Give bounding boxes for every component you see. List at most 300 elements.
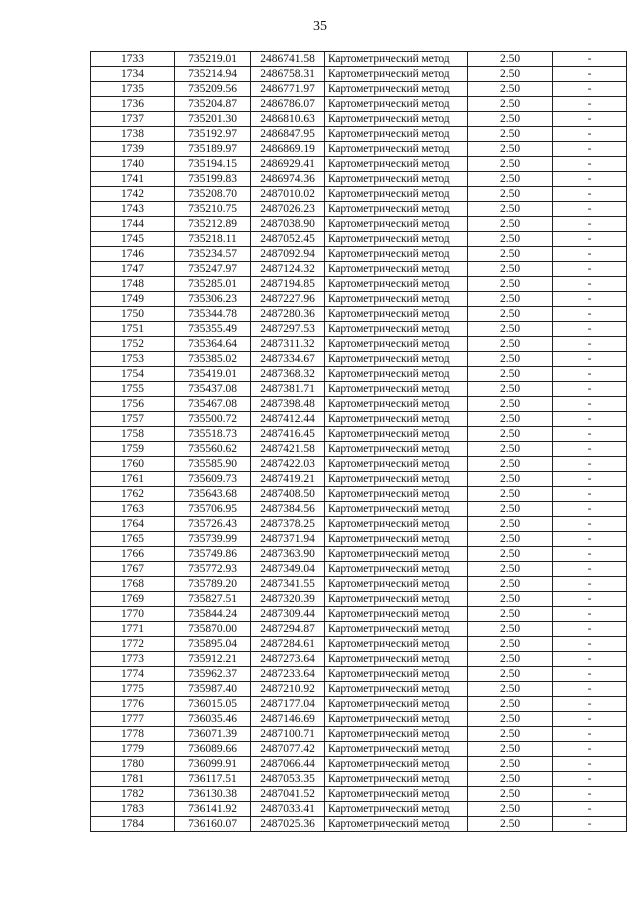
- point-number-cell: 1784: [91, 817, 175, 832]
- method-cell: Картометрический метод: [325, 667, 468, 682]
- method-cell: Картометрический метод: [325, 727, 468, 742]
- table-row: [91, 112, 627, 127]
- table-row: [91, 802, 627, 817]
- table-row: [91, 217, 627, 232]
- method-cell: Картометрический метод: [325, 67, 468, 82]
- y-coordinate-cell: 2487384.56: [251, 502, 325, 517]
- description-cell: -: [553, 742, 627, 757]
- y-coordinate-cell: 2487371.94: [251, 532, 325, 547]
- table-row: [91, 172, 627, 187]
- method-cell: Картометрический метод: [325, 352, 468, 367]
- x-coordinate-cell: 735437.08: [175, 382, 251, 397]
- description-cell: -: [553, 142, 627, 157]
- x-coordinate-cell: 735189.97: [175, 142, 251, 157]
- x-coordinate-cell: 735247.97: [175, 262, 251, 277]
- table-row: [91, 577, 627, 592]
- y-coordinate-cell: 2487227.96: [251, 292, 325, 307]
- x-coordinate-cell: 735201.30: [175, 112, 251, 127]
- y-coordinate-cell: 2487412.44: [251, 412, 325, 427]
- table-row: [91, 307, 627, 322]
- accuracy-cell: 2.50: [468, 382, 553, 397]
- y-coordinate-cell: 2487025.36: [251, 817, 325, 832]
- table-row: [91, 52, 627, 67]
- y-coordinate-cell: 2487280.36: [251, 307, 325, 322]
- y-coordinate-cell: 2486869.19: [251, 142, 325, 157]
- y-coordinate-cell: 2487311.32: [251, 337, 325, 352]
- description-cell: -: [553, 52, 627, 67]
- y-coordinate-cell: 2487194.85: [251, 277, 325, 292]
- y-coordinate-cell: 2486758.31: [251, 67, 325, 82]
- point-number-cell: 1759: [91, 442, 175, 457]
- accuracy-cell: 2.50: [468, 727, 553, 742]
- y-coordinate-cell: 2487368.32: [251, 367, 325, 382]
- x-coordinate-cell: 736117.51: [175, 772, 251, 787]
- description-cell: -: [553, 382, 627, 397]
- point-number-cell: 1783: [91, 802, 175, 817]
- method-cell: Картометрический метод: [325, 277, 468, 292]
- table-row: [91, 247, 627, 262]
- description-cell: -: [553, 157, 627, 172]
- method-cell: Картометрический метод: [325, 337, 468, 352]
- point-number-cell: 1733: [91, 52, 175, 67]
- point-number-cell: 1750: [91, 307, 175, 322]
- x-coordinate-cell: 735194.15: [175, 157, 251, 172]
- accuracy-cell: 2.50: [468, 487, 553, 502]
- description-cell: -: [553, 757, 627, 772]
- method-cell: Картометрический метод: [325, 412, 468, 427]
- point-number-cell: 1753: [91, 352, 175, 367]
- method-cell: Картометрический метод: [325, 787, 468, 802]
- y-coordinate-cell: 2487233.64: [251, 667, 325, 682]
- accuracy-cell: 2.50: [468, 577, 553, 592]
- x-coordinate-cell: 735912.21: [175, 652, 251, 667]
- table-row: [91, 712, 627, 727]
- x-coordinate-cell: 735467.08: [175, 397, 251, 412]
- description-cell: -: [553, 397, 627, 412]
- x-coordinate-cell: 735209.56: [175, 82, 251, 97]
- x-coordinate-cell: 735306.23: [175, 292, 251, 307]
- description-cell: -: [553, 682, 627, 697]
- y-coordinate-cell: 2487066.44: [251, 757, 325, 772]
- x-coordinate-cell: 735609.73: [175, 472, 251, 487]
- method-cell: Картометрический метод: [325, 487, 468, 502]
- x-coordinate-cell: 735208.70: [175, 187, 251, 202]
- y-coordinate-cell: 2487334.67: [251, 352, 325, 367]
- point-number-cell: 1751: [91, 322, 175, 337]
- table-row: [91, 382, 627, 397]
- method-cell: Картометрический метод: [325, 652, 468, 667]
- x-coordinate-cell: 735772.93: [175, 562, 251, 577]
- description-cell: -: [553, 817, 627, 832]
- accuracy-cell: 2.50: [468, 232, 553, 247]
- method-cell: Картометрический метод: [325, 742, 468, 757]
- x-coordinate-cell: 735749.86: [175, 547, 251, 562]
- description-cell: -: [553, 547, 627, 562]
- x-coordinate-cell: 735234.57: [175, 247, 251, 262]
- method-cell: Картометрический метод: [325, 712, 468, 727]
- method-cell: Картометрический метод: [325, 637, 468, 652]
- x-coordinate-cell: 735643.68: [175, 487, 251, 502]
- table-row: [91, 742, 627, 757]
- x-coordinate-cell: 735385.02: [175, 352, 251, 367]
- description-cell: -: [553, 712, 627, 727]
- method-cell: Картометрический метод: [325, 682, 468, 697]
- description-cell: -: [553, 277, 627, 292]
- method-cell: Картометрический метод: [325, 127, 468, 142]
- y-coordinate-cell: 2487378.25: [251, 517, 325, 532]
- accuracy-cell: 2.50: [468, 637, 553, 652]
- accuracy-cell: 2.50: [468, 307, 553, 322]
- point-number-cell: 1764: [91, 517, 175, 532]
- page-number: 35: [313, 19, 327, 34]
- table-row: [91, 337, 627, 352]
- description-cell: -: [553, 172, 627, 187]
- description-cell: -: [553, 352, 627, 367]
- y-coordinate-cell: 2487038.90: [251, 217, 325, 232]
- description-cell: -: [553, 412, 627, 427]
- point-number-cell: 1778: [91, 727, 175, 742]
- description-cell: -: [553, 307, 627, 322]
- accuracy-cell: 2.50: [468, 802, 553, 817]
- accuracy-cell: 2.50: [468, 82, 553, 97]
- point-number-cell: 1746: [91, 247, 175, 262]
- point-number-cell: 1756: [91, 397, 175, 412]
- point-number-cell: 1765: [91, 532, 175, 547]
- point-number-cell: 1758: [91, 427, 175, 442]
- table-row: [91, 487, 627, 502]
- accuracy-cell: 2.50: [468, 772, 553, 787]
- point-number-cell: 1735: [91, 82, 175, 97]
- point-number-cell: 1743: [91, 202, 175, 217]
- y-coordinate-cell: 2487146.69: [251, 712, 325, 727]
- accuracy-cell: 2.50: [468, 127, 553, 142]
- method-cell: Картометрический метод: [325, 187, 468, 202]
- table-row: [91, 262, 627, 277]
- accuracy-cell: 2.50: [468, 622, 553, 637]
- method-cell: Картометрический метод: [325, 502, 468, 517]
- accuracy-cell: 2.50: [468, 682, 553, 697]
- table-row: [91, 412, 627, 427]
- accuracy-cell: 2.50: [468, 412, 553, 427]
- description-cell: -: [553, 337, 627, 352]
- point-number-cell: 1754: [91, 367, 175, 382]
- accuracy-cell: 2.50: [468, 697, 553, 712]
- method-cell: Картометрический метод: [325, 802, 468, 817]
- point-number-cell: 1768: [91, 577, 175, 592]
- method-cell: Картометрический метод: [325, 262, 468, 277]
- method-cell: Картометрический метод: [325, 757, 468, 772]
- point-number-cell: 1777: [91, 712, 175, 727]
- y-coordinate-cell: 2487398.48: [251, 397, 325, 412]
- point-number-cell: 1740: [91, 157, 175, 172]
- accuracy-cell: 2.50: [468, 517, 553, 532]
- y-coordinate-cell: 2487033.41: [251, 802, 325, 817]
- description-cell: -: [553, 322, 627, 337]
- table-row: [91, 67, 627, 82]
- point-number-cell: 1747: [91, 262, 175, 277]
- y-coordinate-cell: 2487210.92: [251, 682, 325, 697]
- point-number-cell: 1771: [91, 622, 175, 637]
- y-coordinate-cell: 2487284.61: [251, 637, 325, 652]
- point-number-cell: 1761: [91, 472, 175, 487]
- accuracy-cell: 2.50: [468, 217, 553, 232]
- y-coordinate-cell: 2487297.53: [251, 322, 325, 337]
- accuracy-cell: 2.50: [468, 742, 553, 757]
- x-coordinate-cell: 735219.01: [175, 52, 251, 67]
- description-cell: -: [553, 202, 627, 217]
- x-coordinate-cell: 735895.04: [175, 637, 251, 652]
- y-coordinate-cell: 2487026.23: [251, 202, 325, 217]
- point-number-cell: 1776: [91, 697, 175, 712]
- table-row: [91, 442, 627, 457]
- table-row: [91, 82, 627, 97]
- accuracy-cell: 2.50: [468, 472, 553, 487]
- description-cell: -: [553, 442, 627, 457]
- description-cell: -: [553, 187, 627, 202]
- accuracy-cell: 2.50: [468, 457, 553, 472]
- x-coordinate-cell: 735344.78: [175, 307, 251, 322]
- x-coordinate-cell: 735364.64: [175, 337, 251, 352]
- method-cell: Картометрический метод: [325, 202, 468, 217]
- y-coordinate-cell: 2486741.58: [251, 52, 325, 67]
- y-coordinate-cell: 2487053.35: [251, 772, 325, 787]
- point-number-cell: 1742: [91, 187, 175, 202]
- point-number-cell: 1739: [91, 142, 175, 157]
- y-coordinate-cell: 2487294.87: [251, 622, 325, 637]
- point-number-cell: 1738: [91, 127, 175, 142]
- point-number-cell: 1781: [91, 772, 175, 787]
- table-row: [91, 517, 627, 532]
- table-row: [91, 472, 627, 487]
- coordinates-table: [90, 51, 627, 832]
- point-number-cell: 1752: [91, 337, 175, 352]
- method-cell: Картометрический метод: [325, 772, 468, 787]
- accuracy-cell: 2.50: [468, 712, 553, 727]
- accuracy-cell: 2.50: [468, 172, 553, 187]
- point-number-cell: 1769: [91, 592, 175, 607]
- method-cell: Картометрический метод: [325, 442, 468, 457]
- point-number-cell: 1760: [91, 457, 175, 472]
- method-cell: Картометрический метод: [325, 307, 468, 322]
- method-cell: Картометрический метод: [325, 472, 468, 487]
- accuracy-cell: 2.50: [468, 607, 553, 622]
- accuracy-cell: 2.50: [468, 532, 553, 547]
- x-coordinate-cell: 736160.07: [175, 817, 251, 832]
- point-number-cell: 1736: [91, 97, 175, 112]
- accuracy-cell: 2.50: [468, 547, 553, 562]
- point-number-cell: 1773: [91, 652, 175, 667]
- accuracy-cell: 2.50: [468, 667, 553, 682]
- point-number-cell: 1779: [91, 742, 175, 757]
- point-number-cell: 1744: [91, 217, 175, 232]
- table-row: [91, 652, 627, 667]
- table-row: [91, 292, 627, 307]
- y-coordinate-cell: 2487363.90: [251, 547, 325, 562]
- table-row: [91, 697, 627, 712]
- method-cell: Картометрический метод: [325, 457, 468, 472]
- accuracy-cell: 2.50: [468, 202, 553, 217]
- accuracy-cell: 2.50: [468, 652, 553, 667]
- y-coordinate-cell: 2487092.94: [251, 247, 325, 262]
- y-coordinate-cell: 2487320.39: [251, 592, 325, 607]
- method-cell: Картометрический метод: [325, 157, 468, 172]
- method-cell: Картометрический метод: [325, 592, 468, 607]
- description-cell: -: [553, 67, 627, 82]
- accuracy-cell: 2.50: [468, 787, 553, 802]
- y-coordinate-cell: 2487041.52: [251, 787, 325, 802]
- description-cell: -: [553, 637, 627, 652]
- accuracy-cell: 2.50: [468, 112, 553, 127]
- table-row: [91, 127, 627, 142]
- point-number-cell: 1770: [91, 607, 175, 622]
- y-coordinate-cell: 2487422.03: [251, 457, 325, 472]
- method-cell: Картометрический метод: [325, 367, 468, 382]
- y-coordinate-cell: 2487052.45: [251, 232, 325, 247]
- y-coordinate-cell: 2487349.04: [251, 562, 325, 577]
- point-number-cell: 1782: [91, 787, 175, 802]
- table-row: [91, 562, 627, 577]
- table-row: [91, 757, 627, 772]
- x-coordinate-cell: 735844.24: [175, 607, 251, 622]
- y-coordinate-cell: 2487077.42: [251, 742, 325, 757]
- accuracy-cell: 2.50: [468, 142, 553, 157]
- description-cell: -: [553, 772, 627, 787]
- y-coordinate-cell: 2487416.45: [251, 427, 325, 442]
- method-cell: Картометрический метод: [325, 82, 468, 97]
- table-row: [91, 637, 627, 652]
- accuracy-cell: 2.50: [468, 442, 553, 457]
- method-cell: Картометрический метод: [325, 172, 468, 187]
- y-coordinate-cell: 2487421.58: [251, 442, 325, 457]
- table-row: [91, 607, 627, 622]
- x-coordinate-cell: 735739.99: [175, 532, 251, 547]
- description-cell: -: [553, 577, 627, 592]
- y-coordinate-cell: 2486974.36: [251, 172, 325, 187]
- x-coordinate-cell: 735585.90: [175, 457, 251, 472]
- method-cell: Картометрический метод: [325, 577, 468, 592]
- point-number-cell: 1766: [91, 547, 175, 562]
- x-coordinate-cell: 735212.89: [175, 217, 251, 232]
- x-coordinate-cell: 735285.01: [175, 277, 251, 292]
- table-row: [91, 397, 627, 412]
- description-cell: -: [553, 607, 627, 622]
- accuracy-cell: 2.50: [468, 157, 553, 172]
- x-coordinate-cell: 735962.37: [175, 667, 251, 682]
- description-cell: -: [553, 247, 627, 262]
- method-cell: Картометрический метод: [325, 52, 468, 67]
- x-coordinate-cell: 736071.39: [175, 727, 251, 742]
- description-cell: -: [553, 652, 627, 667]
- y-coordinate-cell: 2486786.07: [251, 97, 325, 112]
- accuracy-cell: 2.50: [468, 292, 553, 307]
- table-row: [91, 142, 627, 157]
- table-row: [91, 187, 627, 202]
- method-cell: Картометрический метод: [325, 697, 468, 712]
- x-coordinate-cell: 735827.51: [175, 592, 251, 607]
- table-row: [91, 667, 627, 682]
- x-coordinate-cell: 735192.97: [175, 127, 251, 142]
- description-cell: -: [553, 532, 627, 547]
- method-cell: Картометрический метод: [325, 142, 468, 157]
- x-coordinate-cell: 735199.83: [175, 172, 251, 187]
- y-coordinate-cell: 2487381.71: [251, 382, 325, 397]
- accuracy-cell: 2.50: [468, 67, 553, 82]
- table-row: [91, 682, 627, 697]
- method-cell: Картометрический метод: [325, 112, 468, 127]
- y-coordinate-cell: 2487010.02: [251, 187, 325, 202]
- method-cell: Картометрический метод: [325, 532, 468, 547]
- accuracy-cell: 2.50: [468, 277, 553, 292]
- point-number-cell: 1763: [91, 502, 175, 517]
- x-coordinate-cell: 736015.05: [175, 697, 251, 712]
- description-cell: -: [553, 262, 627, 277]
- accuracy-cell: 2.50: [468, 757, 553, 772]
- table-row: [91, 457, 627, 472]
- description-cell: -: [553, 487, 627, 502]
- accuracy-cell: 2.50: [468, 337, 553, 352]
- method-cell: Картометрический метод: [325, 817, 468, 832]
- description-cell: -: [553, 787, 627, 802]
- coordinates-table-body: [91, 52, 627, 832]
- point-number-cell: 1767: [91, 562, 175, 577]
- x-coordinate-cell: 736099.91: [175, 757, 251, 772]
- description-cell: -: [553, 667, 627, 682]
- accuracy-cell: 2.50: [468, 262, 553, 277]
- description-cell: -: [553, 82, 627, 97]
- x-coordinate-cell: 735500.72: [175, 412, 251, 427]
- y-coordinate-cell: 2487177.04: [251, 697, 325, 712]
- point-number-cell: 1757: [91, 412, 175, 427]
- table-row: [91, 622, 627, 637]
- accuracy-cell: 2.50: [468, 562, 553, 577]
- point-number-cell: 1741: [91, 172, 175, 187]
- table-row: [91, 277, 627, 292]
- method-cell: Картометрический метод: [325, 292, 468, 307]
- x-coordinate-cell: 735419.01: [175, 367, 251, 382]
- description-cell: -: [553, 727, 627, 742]
- description-cell: -: [553, 697, 627, 712]
- accuracy-cell: 2.50: [468, 247, 553, 262]
- point-number-cell: 1748: [91, 277, 175, 292]
- method-cell: Картометрический метод: [325, 607, 468, 622]
- method-cell: Картометрический метод: [325, 562, 468, 577]
- point-number-cell: 1755: [91, 382, 175, 397]
- accuracy-cell: 2.50: [468, 187, 553, 202]
- description-cell: -: [553, 217, 627, 232]
- x-coordinate-cell: 736130.38: [175, 787, 251, 802]
- y-coordinate-cell: 2486929.41: [251, 157, 325, 172]
- description-cell: -: [553, 472, 627, 487]
- method-cell: Картометрический метод: [325, 247, 468, 262]
- method-cell: Картометрический метод: [325, 232, 468, 247]
- description-cell: -: [553, 457, 627, 472]
- x-coordinate-cell: 736089.66: [175, 742, 251, 757]
- method-cell: Картометрический метод: [325, 427, 468, 442]
- accuracy-cell: 2.50: [468, 352, 553, 367]
- method-cell: Картометрический метод: [325, 217, 468, 232]
- accuracy-cell: 2.50: [468, 322, 553, 337]
- method-cell: Картометрический метод: [325, 382, 468, 397]
- y-coordinate-cell: 2486810.63: [251, 112, 325, 127]
- method-cell: Картометрический метод: [325, 97, 468, 112]
- accuracy-cell: 2.50: [468, 502, 553, 517]
- method-cell: Картометрический метод: [325, 547, 468, 562]
- description-cell: -: [553, 562, 627, 577]
- accuracy-cell: 2.50: [468, 397, 553, 412]
- y-coordinate-cell: 2487124.32: [251, 262, 325, 277]
- description-cell: -: [553, 802, 627, 817]
- y-coordinate-cell: 2487309.44: [251, 607, 325, 622]
